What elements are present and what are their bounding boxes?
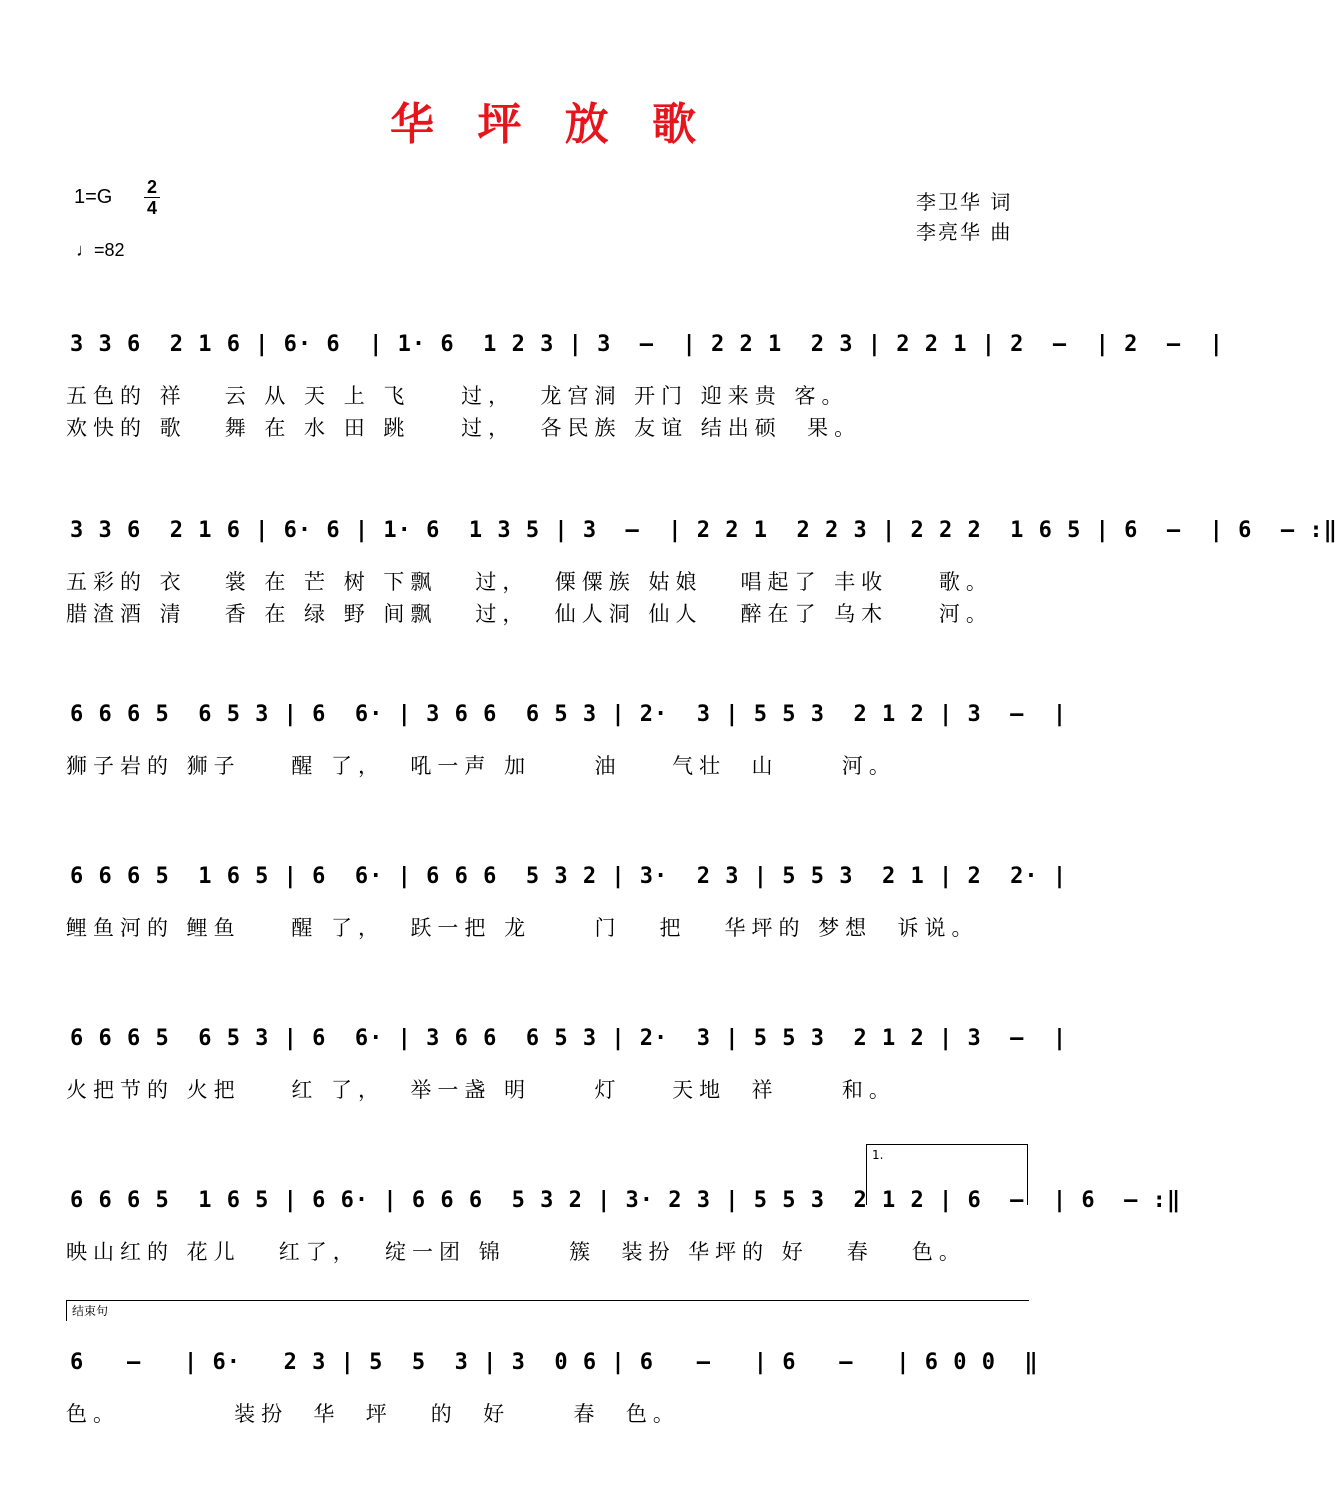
coda-label: 结束句: [72, 1304, 109, 1318]
score-line-2: [60, 508, 1338, 668]
song-title: 华 坪 放 歌: [390, 99, 710, 150]
notation-line: 6 6 6 5 6 5 3 | 6 6· | 3 6 6 6 5 3 | 2· 3 | 5 5 3 2 1 2 | 3 – |: [70, 1026, 1068, 1051]
coda-bracket: [66, 1300, 1029, 1321]
score-line-1: [60, 322, 1224, 482]
lyric-line: 火把节的 火把 红 了， 举一盏 明 灯 天地 祥 和。: [66, 1078, 896, 1102]
tempo-marking: ♩=82: [76, 240, 125, 260]
score-line-7: [60, 1340, 1040, 1500]
lyric-line: 狮子岩的 狮子 醒 了， 吼一声 加 油 气壮 山 河。: [66, 754, 896, 778]
notation-line: 6 6 6 5 1 6 5 | 6 6· | 6 6 6 5 3 2 | 3· 2 3 | 5 5 3 2 1 2 | 6 – | 6 – :‖: [70, 1188, 1182, 1213]
notation-line: 6 6 6 5 6 5 3 | 6 6· | 3 6 6 6 5 3 | 2· 3 | 5 5 3 2 1 2 | 3 – |: [70, 702, 1068, 727]
score-line-3: [60, 692, 1068, 852]
lyric-line: 鲤鱼河的 鲤鱼 醒 了， 跃一把 龙 门 把 华坪的 梦想 诉说。: [66, 916, 979, 940]
time-signature-top: 2: [146, 177, 157, 197]
lyric-verse-1: 五彩的 衣 裳 在 芒 树 下飘 过， 傈僳族 姑娘 唱起了 丰收 歌。: [66, 570, 993, 594]
lyric-verse-1: 五色的 祥 云 从 天 上 飞 过， 龙宫洞 开门 迎来贵 客。: [66, 384, 849, 408]
notation-line: 3 3 6 2 1 6 | 6· 6 | 1· 6 1 3 5 | 3 – | 2 2 1 2 2 3 | 2 2 2 1 6 5 | 6 – | 6 – :‖: [70, 518, 1338, 543]
first-ending-label: 1.: [872, 1148, 884, 1162]
lyric-verse-2: 欢快的 歌 舞 在 水 田 跳 过， 各民族 友谊 结出硕 果。: [66, 416, 862, 440]
lyric-line: 映山红的 花儿 红了， 绽一团 锦 簇 装扮 华坪的 好 春 色。: [66, 1240, 966, 1264]
lyric-verse-2: 腊渣酒 清 香 在 绿 野 间飘 过， 仙人洞 仙人 醉在了 乌木 河。: [66, 602, 993, 626]
notation-line: 6 – | 6· 2 3 | 5 5 3 | 3 0 6 | 6 – | 6 – | 6 0 0 ‖: [70, 1350, 1039, 1375]
time-signature: [144, 178, 160, 217]
key-signature: 1=G: [74, 186, 113, 208]
notation-line: 3 3 6 2 1 6 | 6· 6 | 1· 6 1 2 3 | 3 – | 2 2 1 2 3 | 2 2 1 | 2 – | 2 – |: [70, 332, 1224, 357]
lyricist-credit: 李卫华 词: [916, 190, 1013, 214]
notation-line: 6 6 6 5 1 6 5 | 6 6· | 6 6 6 5 3 2 | 3· 2 3 | 5 5 3 2 1 | 2 2· |: [70, 864, 1068, 889]
composer-credit: 李亮华 曲: [916, 220, 1013, 244]
lyric-line: 色。 装扮 华 坪 的 好 春 色。: [66, 1402, 680, 1426]
score-line-4: [60, 854, 1068, 1014]
time-signature-bottom: 4: [146, 198, 157, 218]
